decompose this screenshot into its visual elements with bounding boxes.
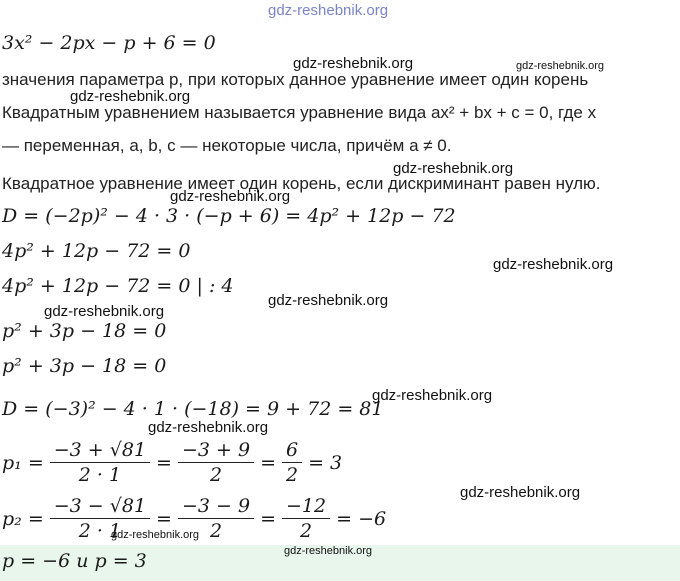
fraction-numerator: −3 − √81 — [50, 494, 150, 519]
equals-sign: = — [156, 451, 172, 474]
equals-sign: = — [260, 451, 276, 474]
fraction-numerator: −3 − 9 — [178, 494, 254, 519]
task-line: значения параметра p, при которых данное уравнение имеет один корень — [2, 70, 589, 89]
root-p1-fraction-3 — [282, 438, 302, 487]
watermark: gdz-reshebnik.org — [111, 529, 200, 541]
root-p1-lhs: p₁ = — [2, 451, 44, 474]
fraction-denominator: 2 · 1 — [78, 464, 122, 486]
fraction-numerator: −3 + √81 — [50, 438, 150, 463]
watermark: gdz-reshebnik.org — [460, 484, 581, 501]
answer-line: p = −6 и p = 3 — [2, 550, 147, 572]
watermark: gdz-reshebnik.org — [372, 387, 493, 404]
equation-line: 3x² − 2px − p + 6 = 0 — [2, 32, 216, 54]
equals-sign: = — [156, 507, 172, 530]
rule-line: Квадратное уравнение имеет один корень, если дискриминант равен нулю. — [2, 174, 601, 193]
root-p2-fraction-3 — [282, 494, 330, 543]
step-line-1: 4p² + 12p − 72 = 0 — [2, 240, 191, 262]
root-p1-line — [2, 438, 342, 487]
watermark: gdz-reshebnik.org — [493, 256, 614, 273]
watermark: gdz-reshebnik.org — [516, 60, 605, 72]
watermark: gdz-reshebnik.org — [70, 88, 191, 105]
equals-sign: = — [260, 507, 276, 530]
root-p2-lhs: p₂ = — [2, 507, 44, 530]
fraction-denominator: 2 — [209, 520, 223, 542]
step-line-3: p² + 3p − 18 = 0 — [2, 320, 167, 342]
fraction-numerator: −3 + 9 — [178, 438, 254, 463]
watermark: gdz-reshebnik.org — [170, 188, 291, 205]
step-line-4: p² + 3p − 18 = 0 — [2, 355, 167, 377]
fraction-numerator: −12 — [282, 494, 330, 519]
fraction-denominator: 2 · 1 — [78, 520, 122, 542]
watermark-top: gdz-reshebnik.org — [268, 2, 389, 19]
fraction-denominator: 2 — [286, 464, 299, 486]
watermark: gdz-reshebnik.org — [44, 303, 165, 320]
definition-line-1: Квадратным уравнением называется уравнение вида ax² + bx + c = 0, где x — [2, 103, 597, 122]
root-p1-result: = 3 — [308, 451, 343, 474]
discriminant-line-1: D = (−2p)² − 4 · 3 · (−p + 6) = 4p² + 12p − 72 — [2, 205, 456, 227]
watermark: gdz-reshebnik.org — [284, 545, 373, 557]
discriminant-line-2: D = (−3)² − 4 · 1 · (−18) = 9 + 72 = 81 — [2, 398, 384, 420]
watermark: gdz-reshebnik.org — [293, 55, 414, 72]
fraction-denominator: 2 — [300, 520, 313, 542]
root-p1-fraction-1 — [50, 438, 150, 487]
definition-line-2: — переменная, a, b, c — некоторые числа, причём a ≠ 0. — [2, 136, 452, 155]
root-p1-fraction-2 — [178, 438, 254, 487]
fraction-denominator: 2 — [209, 464, 223, 486]
watermark: gdz-reshebnik.org — [148, 419, 269, 436]
watermark: gdz-reshebnik.org — [393, 160, 514, 177]
root-p2-result: = −6 — [336, 507, 387, 530]
watermark: gdz-reshebnik.org — [268, 292, 389, 309]
step-line-2: 4p² + 12p − 72 = 0 | : 4 — [2, 275, 234, 297]
fraction-numerator: 6 — [282, 438, 302, 463]
